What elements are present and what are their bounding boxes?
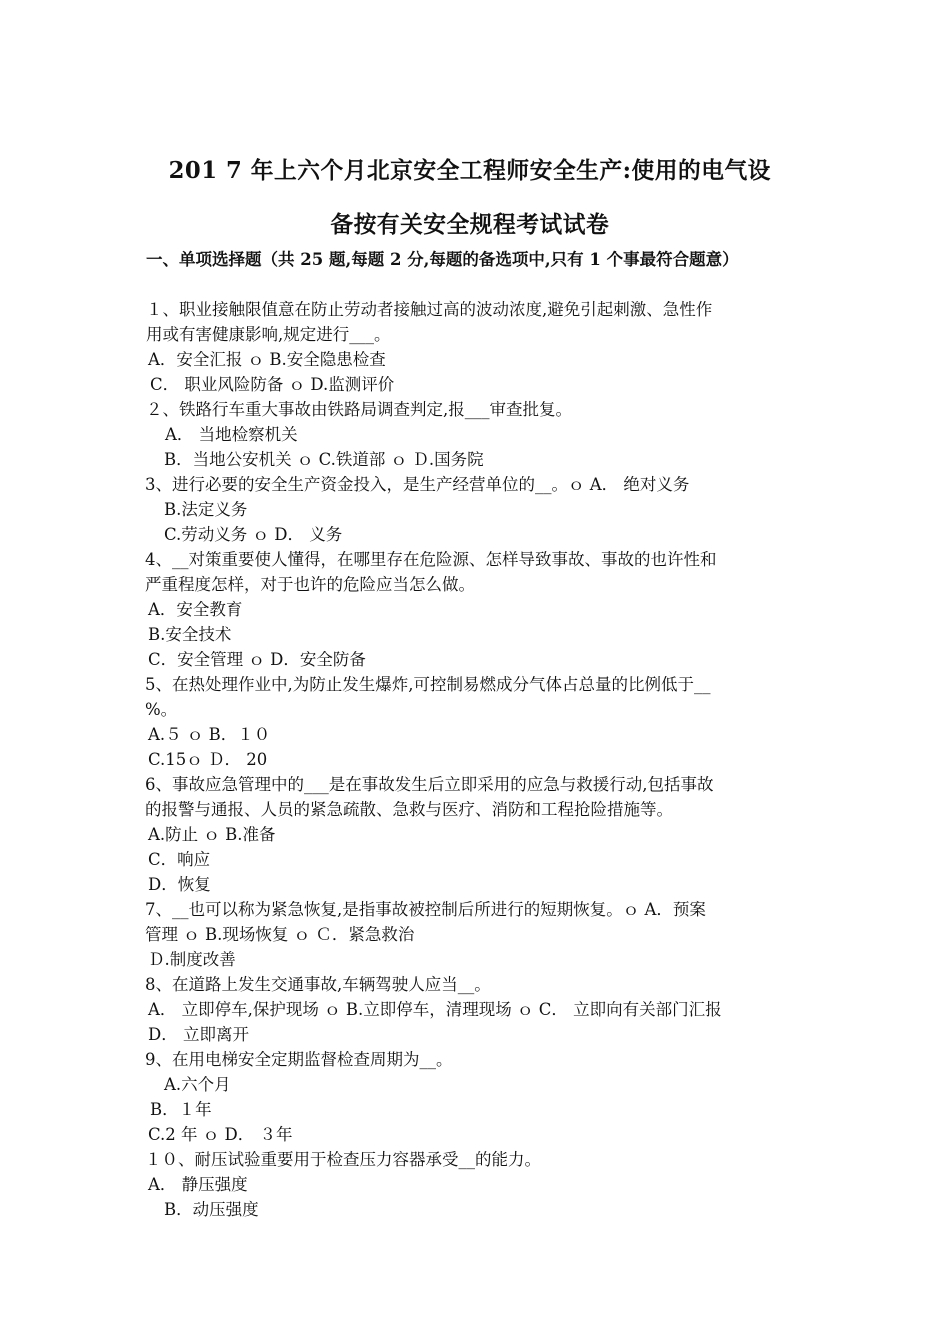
text-line: 3、进行必要的安全生产资金投入，是生产经营单位的__。ｏ A． 绝对义务 [145,475,690,494]
section-heading: 一、单项选择题（共 25 题,每题 2 分,每题的备选项中,只有 1 个事最符合题意） [146,250,739,269]
text-line: B．动压强度 [164,1200,259,1219]
text-line: C．安全管理 ｏ D．安全防备 [148,650,366,669]
text-line: 5、在热处理作业中,为防止发生爆炸,可控制易燃成分气体占总量的比例低于__ [145,675,711,694]
text-line: C．响应 [148,850,211,869]
text-line: C． 职业风险防备 ｏ D.监测评价 [150,375,395,394]
text-line: 7、__也可以称为紧急恢复,是指事故被控制后所进行的短期恢复。ｏ A．预案 [145,900,706,919]
text-line: A.防止 ｏ B.准备 [148,825,276,844]
text-line: A．安全教育 [148,600,243,619]
text-line: １０、耐压试验重要用于检查压力容器承受__的能力。 [145,1150,541,1169]
text-line: B.法定义务 [164,500,248,519]
text-line: C.15ｏ Ｄ． 20 [148,750,268,769]
text-line: 用或有害健康影响,规定进行___。 [146,325,391,344]
text-line: Ｄ.制度改善 [148,950,236,969]
text-line: B．１年 [150,1100,212,1119]
text-line: 的报警与通报、人员的紧急疏散、急救与医疗、消防和工程抢险措施等。 [145,800,673,819]
text-line: 管理 ｏ B.现场恢复 ｏ Ｃ．紧急救治 [145,925,415,944]
text-line: A． 静压强度 [148,1175,248,1194]
text-line: D．恢复 [148,875,211,894]
text-line: 9、在用电梯安全定期监督检查周期为__。 [145,1050,453,1069]
text-line: １、职业接触限值意在防止劳动者接触过高的波动浓度,避免引起刺激、急性作 [146,300,713,319]
text-line: A． 立即停车,保护现场 ｏ B.立即停车，清理现场 ｏ C． 立即向有关部门汇报 [148,1000,722,1019]
document-title-line-2: 备按有关安全规程考试试卷 [330,211,610,238]
text-line: %。 [145,700,178,719]
text-line: D． 立即离开 [148,1025,249,1044]
document-title-line-1: 201 7 年上六个月北京安全工程师安全生产:使用的电气设 [168,157,771,184]
text-line: 6、事故应急管理中的___是在事故发生后立即采用的应急与救援行动,包括事故 [145,775,714,794]
text-line: 4、__对策重要使人懂得，在哪里存在危险源、怎样导致事故、事故的也许性和 [145,550,717,569]
text-line: B．当地公安机关 ｏ C.铁道部 ｏ Ｄ.国务院 [164,450,484,469]
text-line: A．安全汇报 ｏ B.安全隐患检查 [148,350,386,369]
text-line: A． 当地检察机关 [165,425,298,444]
text-line: 严重程度怎样，对于也许的危险应当怎么做。 [145,575,475,594]
text-line: A.５ ｏ B．１０ [148,725,271,744]
text-line: 8、在道路上发生交通事故,车辆驾驶人应当__。 [145,975,491,994]
text-line: C.劳动义务 ｏ D． 义务 [164,525,343,544]
text-line: A.六个月 [164,1075,231,1094]
text-line: C.2 年 ｏ D． ３年 [148,1125,293,1144]
text-line: B.安全技术 [148,625,232,644]
text-line: ２、铁路行车重大事故由铁路局调查判定,报___审查批复。 [146,400,572,419]
